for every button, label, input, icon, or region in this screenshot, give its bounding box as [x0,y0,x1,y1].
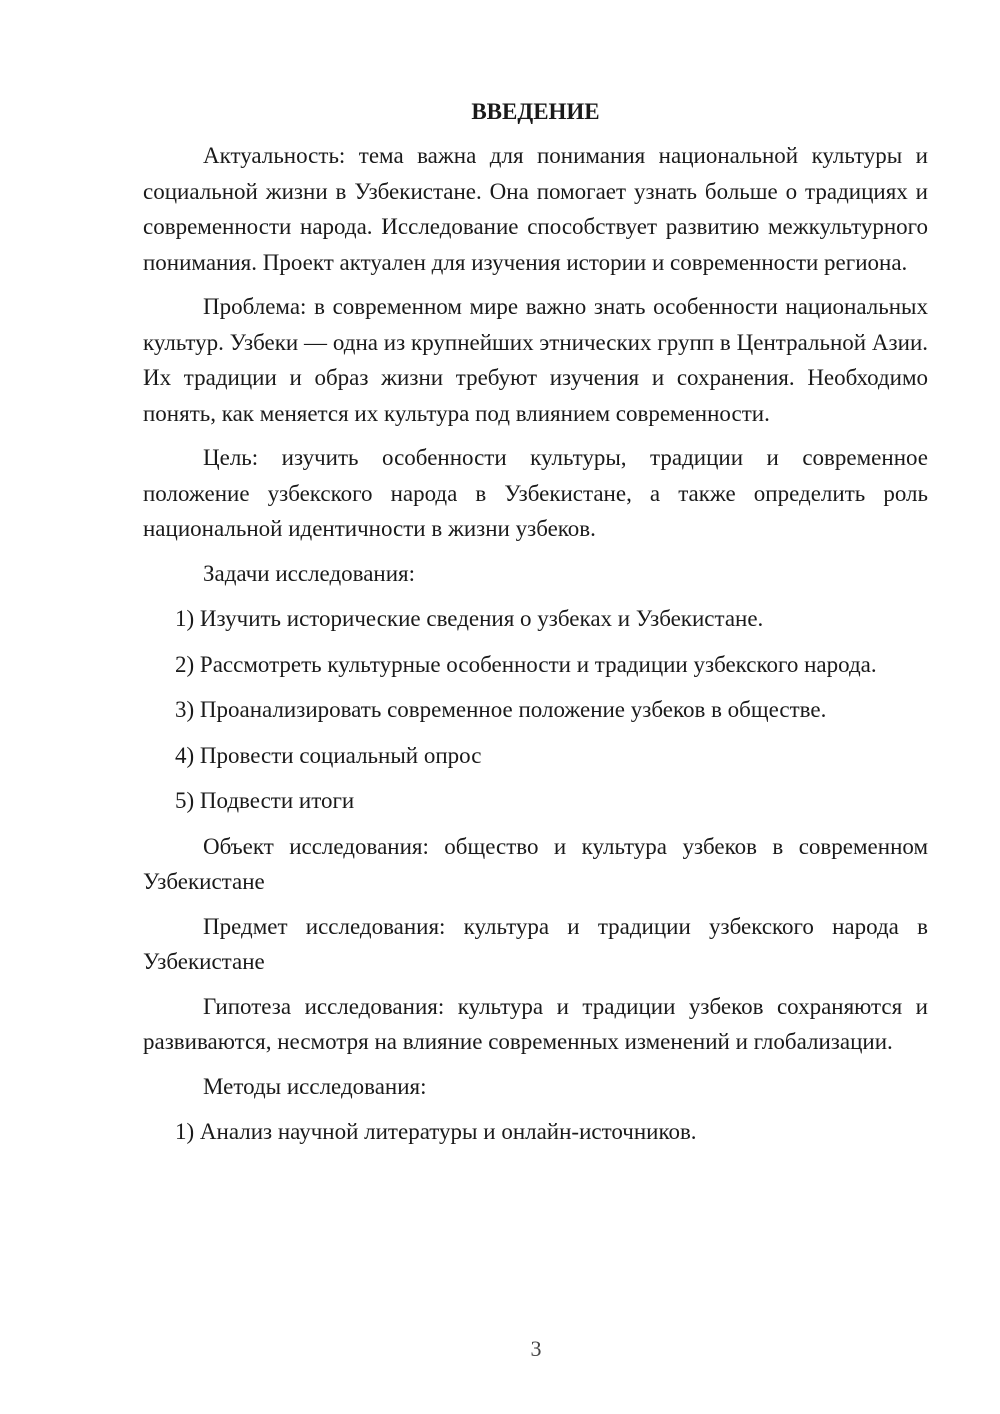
task-item-2: 2) Рассмотреть культурные особенности и традиции узбекского народа. [175,651,877,677]
task-item-5: 5) Подвести итоги [175,788,355,813]
goal-paragraph: Цель: изучить особенности культуры, традиции и современное положение узбекского народа в Узбекистане, а также определить роль национальной идентичности в жизни узбеков. [143,445,928,541]
methods-heading: Методы исследования: [203,1073,427,1099]
relevance-paragraph: Актуальность: тема важна для понимания национальной культуры и социальной жизни в Узбекистане. Она помогает узнать больше о традициях и современности народа. Исследование способствует развитию межкультурного понимания. Проект актуален для изучения истории и современности региона. [143,143,928,275]
task-item-1: 1) Изучить исторические сведения о узбеках и Узбекистане. [175,606,764,631]
method-item-1: 1) Анализ научной литературы и онлайн-источников. [175,1119,697,1144]
hypothesis-paragraph: Гипотеза исследования: культура и традиции узбеков сохраняются и развиваются, несмотря на влияние современных изменений и глобализации. [143,993,928,1054]
problem-paragraph: Проблема: в современном мире важно знать особенности национальных культур. Узбеки — одна из крупнейших этнических групп в Центральной Азии. Их традиции и образ жизни требуют изучения и сохранения. Необходимо понять, как меняется их культура под влиянием современности. [143,294,928,426]
subject-paragraph: Предмет исследования: культура и традиции узбекского народа в Узбекистане [143,913,928,974]
task-item-3: 3) Проанализировать современное положение узбеков в обществе. [175,697,827,722]
task-item-4: 4) Провести социальный опрос [175,742,482,768]
object-paragraph: Объект исследования: общество и культура узбеков в современном Узбекистане [143,833,928,894]
page-number: 3 [530,1336,542,1361]
page-content [143,94,928,1160]
tasks-heading: Задачи исследования: [203,560,416,586]
section-heading: ВВЕДЕНИЕ [471,99,600,124]
